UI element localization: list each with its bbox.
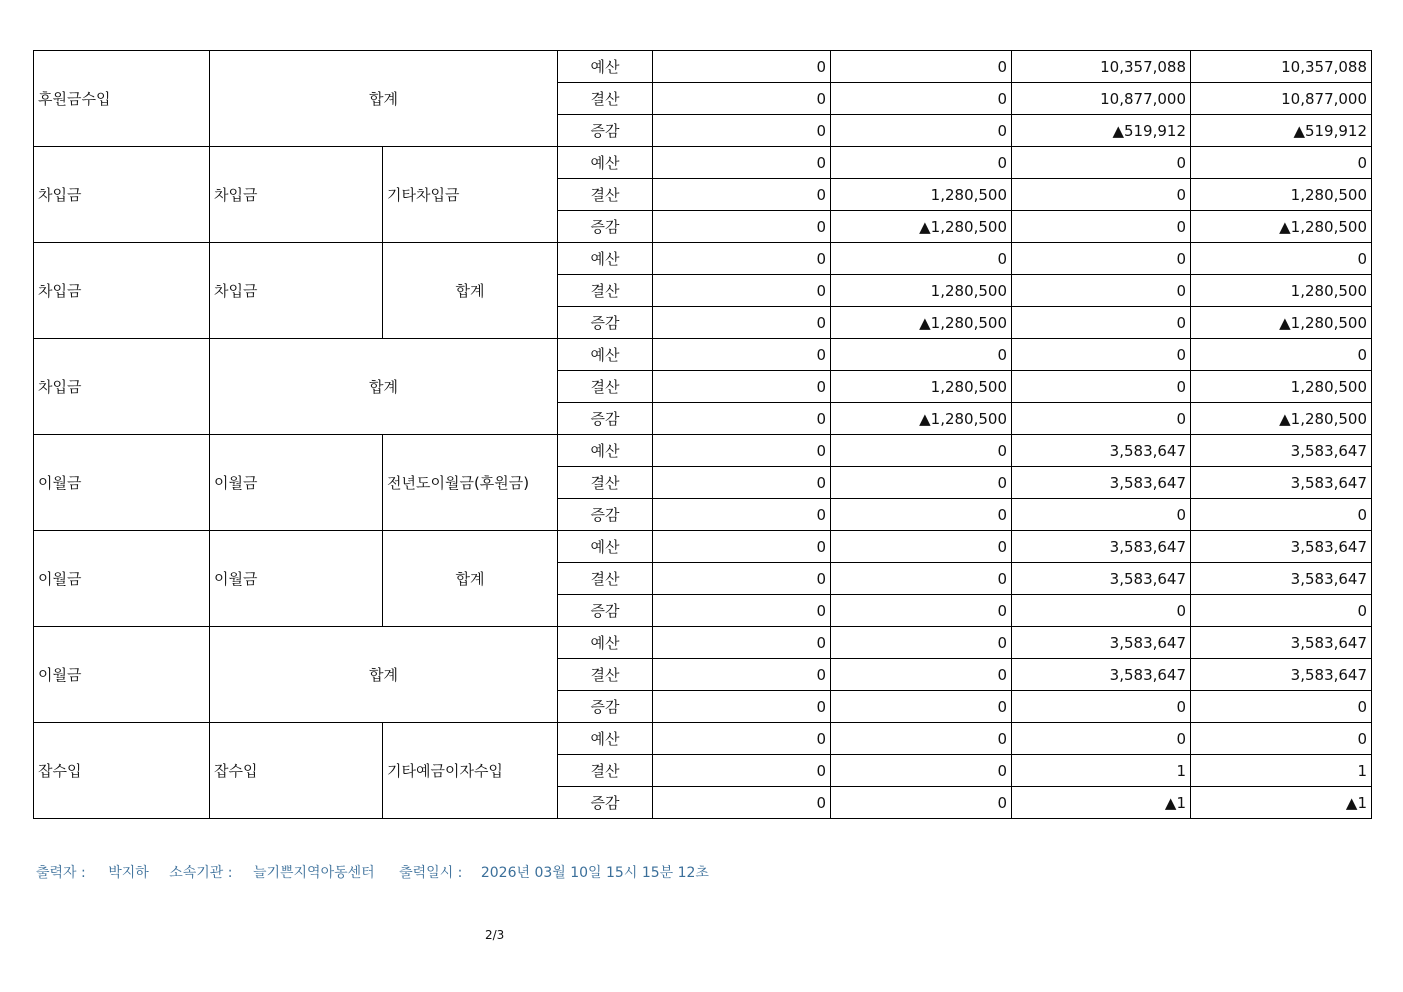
- subcategory-cell: 합계: [210, 51, 558, 147]
- amount-cell: 0: [1191, 243, 1372, 275]
- table-row: [34, 147, 1372, 179]
- table-row: [34, 339, 1372, 371]
- amount-cell: 3,583,647: [1012, 531, 1191, 563]
- amount-cell: 0: [653, 723, 831, 755]
- table-row: [34, 243, 1372, 275]
- page-number: 2/3: [485, 928, 505, 942]
- amount-cell: ▲1,280,500: [831, 307, 1012, 339]
- row-kind-cell: 예산: [558, 51, 653, 83]
- amount-cell: ▲1,280,500: [1191, 307, 1372, 339]
- amount-cell: 0: [653, 403, 831, 435]
- row-kind-cell: 결산: [558, 371, 653, 403]
- amount-cell: 1,280,500: [831, 179, 1012, 211]
- amount-cell: 0: [1012, 147, 1191, 179]
- amount-cell: 0: [1012, 211, 1191, 243]
- amount-cell: 0: [1012, 339, 1191, 371]
- amount-cell: 0: [1012, 403, 1191, 435]
- item-cell: 전년도이월금(후원금): [383, 435, 558, 531]
- amount-cell: 0: [653, 275, 831, 307]
- amount-cell: 0: [653, 307, 831, 339]
- amount-cell: 0: [831, 51, 1012, 83]
- amount-cell: ▲1,280,500: [831, 211, 1012, 243]
- amount-cell: 0: [653, 51, 831, 83]
- amount-cell: 0: [831, 115, 1012, 147]
- subcategory-cell: 합계: [210, 627, 558, 723]
- amount-cell: 0: [653, 563, 831, 595]
- amount-cell: 1: [1191, 755, 1372, 787]
- amount-cell: 0: [1191, 723, 1372, 755]
- category-cell: 차입금: [34, 147, 210, 243]
- category-cell: 이월금: [34, 627, 210, 723]
- amount-cell: ▲1,280,500: [1191, 211, 1372, 243]
- amount-cell: 0: [653, 531, 831, 563]
- amount-cell: 3,583,647: [1191, 627, 1372, 659]
- amount-cell: 0: [831, 339, 1012, 371]
- amount-cell: 3,583,647: [1191, 659, 1372, 691]
- amount-cell: 0: [653, 147, 831, 179]
- category-cell: 차입금: [34, 243, 210, 339]
- row-kind-cell: 예산: [558, 723, 653, 755]
- row-kind-cell: 결산: [558, 755, 653, 787]
- print-footer: [36, 862, 709, 882]
- amount-cell: 10,357,088: [1191, 51, 1372, 83]
- row-kind-cell: 결산: [558, 83, 653, 115]
- amount-cell: 0: [1191, 499, 1372, 531]
- amount-cell: 10,877,000: [1012, 83, 1191, 115]
- amount-cell: 0: [653, 467, 831, 499]
- subcategory-cell: 차입금: [210, 243, 383, 339]
- amount-cell: 0: [653, 659, 831, 691]
- amount-cell: 0: [831, 243, 1012, 275]
- amount-cell: 0: [653, 499, 831, 531]
- amount-cell: 0: [653, 627, 831, 659]
- org-label: 소속기관 :: [169, 865, 233, 881]
- item-cell: 합계: [383, 531, 558, 627]
- amount-cell: 0: [1012, 499, 1191, 531]
- amount-cell: 3,583,647: [1191, 467, 1372, 499]
- category-cell: 이월금: [34, 531, 210, 627]
- amount-cell: 0: [653, 595, 831, 627]
- amount-cell: 0: [831, 83, 1012, 115]
- amount-cell: 0: [1012, 179, 1191, 211]
- amount-cell: 0: [653, 755, 831, 787]
- row-kind-cell: 예산: [558, 435, 653, 467]
- amount-cell: 0: [653, 691, 831, 723]
- row-kind-cell: 예산: [558, 627, 653, 659]
- subcategory-cell: 차입금: [210, 147, 383, 243]
- amount-cell: 0: [1191, 595, 1372, 627]
- amount-cell: ▲1: [1191, 787, 1372, 819]
- amount-cell: ▲519,912: [1191, 115, 1372, 147]
- row-kind-cell: 증감: [558, 403, 653, 435]
- row-kind-cell: 결산: [558, 179, 653, 211]
- amount-cell: 10,877,000: [1191, 83, 1372, 115]
- subcategory-cell: 이월금: [210, 435, 383, 531]
- subcategory-cell: 합계: [210, 339, 558, 435]
- amount-cell: 1: [1012, 755, 1191, 787]
- row-kind-cell: 예산: [558, 243, 653, 275]
- printer-name: 박지하: [108, 865, 149, 881]
- print-time: 2026년 03월 10일 15시 15분 12초: [480, 865, 709, 881]
- amount-cell: 3,583,647: [1191, 563, 1372, 595]
- table-row: [34, 627, 1372, 659]
- print-time-label: 출력일시 :: [399, 865, 463, 881]
- subcategory-cell: 이월금: [210, 531, 383, 627]
- amount-cell: 0: [831, 787, 1012, 819]
- amount-cell: 0: [1012, 723, 1191, 755]
- amount-cell: 3,583,647: [1012, 467, 1191, 499]
- amount-cell: 0: [653, 211, 831, 243]
- amount-cell: 0: [1012, 595, 1191, 627]
- row-kind-cell: 결산: [558, 467, 653, 499]
- amount-cell: 0: [831, 435, 1012, 467]
- amount-cell: 0: [1191, 339, 1372, 371]
- amount-cell: 0: [831, 691, 1012, 723]
- row-kind-cell: 증감: [558, 307, 653, 339]
- category-cell: 이월금: [34, 435, 210, 531]
- amount-cell: 0: [831, 659, 1012, 691]
- item-cell: 기타예금이자수입: [383, 723, 558, 819]
- row-kind-cell: 결산: [558, 659, 653, 691]
- item-cell: 기타차입금: [383, 147, 558, 243]
- row-kind-cell: 증감: [558, 787, 653, 819]
- row-kind-cell: 증감: [558, 211, 653, 243]
- table-row: [34, 531, 1372, 563]
- amount-cell: 3,583,647: [1191, 435, 1372, 467]
- amount-cell: 0: [1012, 243, 1191, 275]
- amount-cell: 3,583,647: [1012, 627, 1191, 659]
- row-kind-cell: 예산: [558, 531, 653, 563]
- amount-cell: 3,583,647: [1012, 659, 1191, 691]
- amount-cell: 0: [653, 787, 831, 819]
- amount-cell: 0: [1191, 147, 1372, 179]
- amount-cell: 0: [831, 499, 1012, 531]
- amount-cell: 3,583,647: [1012, 563, 1191, 595]
- amount-cell: 0: [1012, 275, 1191, 307]
- amount-cell: 0: [831, 595, 1012, 627]
- amount-cell: ▲1: [1012, 787, 1191, 819]
- amount-cell: 0: [1012, 371, 1191, 403]
- subcategory-cell: 잡수입: [210, 723, 383, 819]
- amount-cell: 3,583,647: [1191, 531, 1372, 563]
- table-row: [34, 51, 1372, 83]
- row-kind-cell: 증감: [558, 595, 653, 627]
- budget-report-table: [33, 50, 1372, 819]
- amount-cell: 0: [1012, 691, 1191, 723]
- row-kind-cell: 증감: [558, 115, 653, 147]
- amount-cell: 1,280,500: [831, 371, 1012, 403]
- amount-cell: 0: [653, 115, 831, 147]
- row-kind-cell: 예산: [558, 147, 653, 179]
- amount-cell: 0: [1191, 691, 1372, 723]
- amount-cell: 0: [831, 627, 1012, 659]
- amount-cell: ▲519,912: [1012, 115, 1191, 147]
- row-kind-cell: 증감: [558, 499, 653, 531]
- amount-cell: 0: [653, 83, 831, 115]
- amount-cell: 0: [831, 755, 1012, 787]
- printer-label: 출력자 :: [36, 865, 86, 881]
- category-cell: 잡수입: [34, 723, 210, 819]
- row-kind-cell: 결산: [558, 275, 653, 307]
- amount-cell: 1,280,500: [1191, 179, 1372, 211]
- amount-cell: 0: [831, 531, 1012, 563]
- table-row: [34, 723, 1372, 755]
- amount-cell: 0: [653, 339, 831, 371]
- row-kind-cell: 증감: [558, 691, 653, 723]
- amount-cell: 0: [831, 147, 1012, 179]
- amount-cell: 0: [653, 435, 831, 467]
- amount-cell: 3,583,647: [1012, 435, 1191, 467]
- table-row: [34, 435, 1372, 467]
- amount-cell: 1,280,500: [1191, 371, 1372, 403]
- row-kind-cell: 예산: [558, 339, 653, 371]
- amount-cell: 0: [653, 179, 831, 211]
- amount-cell: ▲1,280,500: [831, 403, 1012, 435]
- row-kind-cell: 결산: [558, 563, 653, 595]
- item-cell: 합계: [383, 243, 558, 339]
- category-cell: 차입금: [34, 339, 210, 435]
- amount-cell: 0: [653, 371, 831, 403]
- amount-cell: 0: [831, 467, 1012, 499]
- amount-cell: 1,280,500: [1191, 275, 1372, 307]
- amount-cell: 0: [831, 563, 1012, 595]
- amount-cell: 10,357,088: [1012, 51, 1191, 83]
- amount-cell: 0: [653, 243, 831, 275]
- category-cell: 후원금수입: [34, 51, 210, 147]
- amount-cell: 0: [1012, 307, 1191, 339]
- amount-cell: 1,280,500: [831, 275, 1012, 307]
- org-name: 늘기쁜지역아동센터: [252, 865, 375, 881]
- amount-cell: 0: [831, 723, 1012, 755]
- amount-cell: ▲1,280,500: [1191, 403, 1372, 435]
